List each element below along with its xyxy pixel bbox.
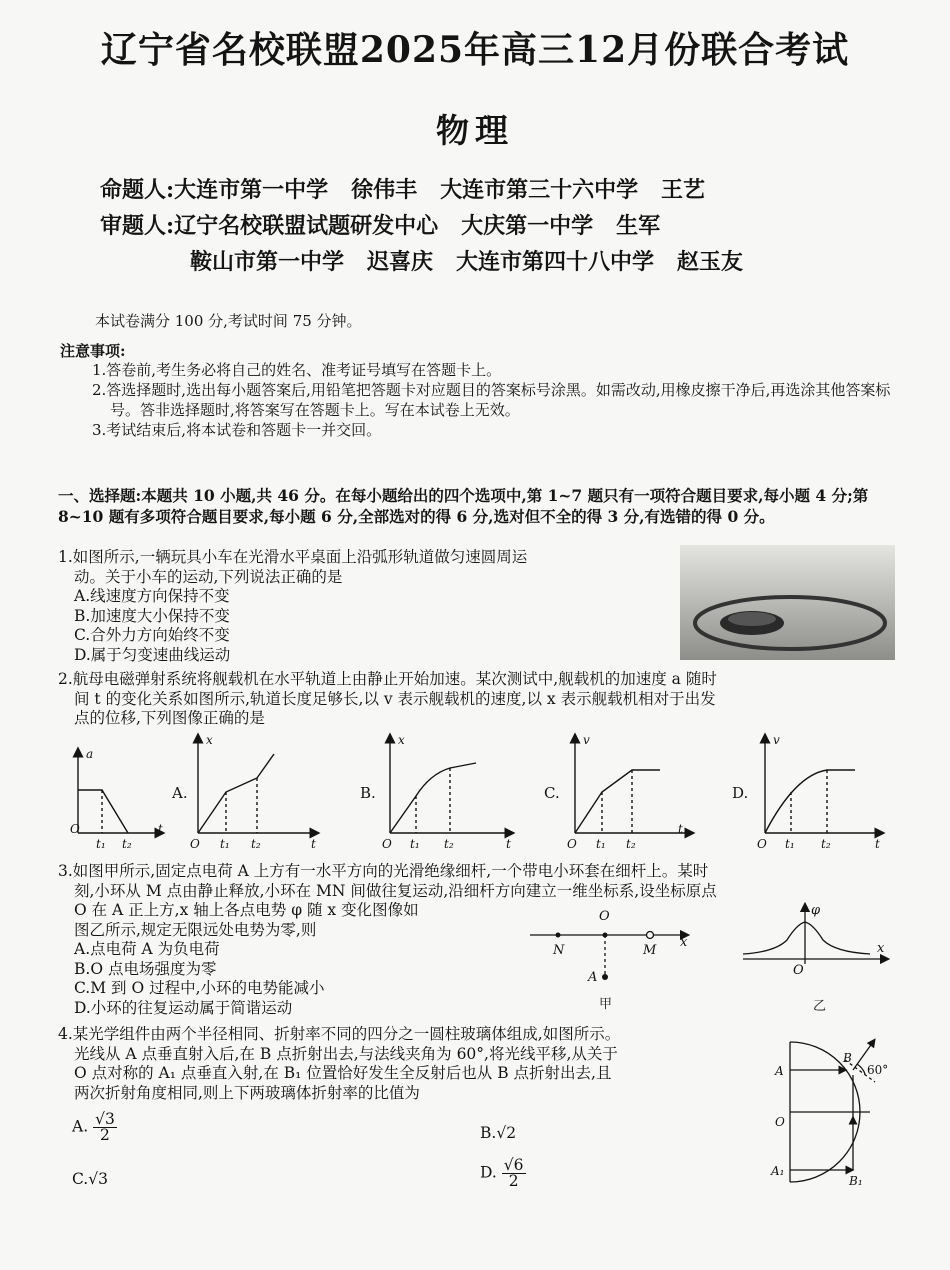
frac-denominator: 2 xyxy=(100,1126,110,1144)
axis-label: O xyxy=(70,822,80,836)
notice-item: 2.答选择题时,选出每小题答案后,用铅笔把答题卡对应题目的答案标号涂黑。如需改动,用橡皮擦干净后,再选涂其他答案标号。答非选择题时,将答案写在答题卡上。写在本试卷上无效。 xyxy=(92,381,891,419)
q4-option-a-fraction xyxy=(93,1112,117,1143)
fig-label: x xyxy=(877,941,885,956)
axis-label: t₂ xyxy=(821,837,831,851)
q2-stem-line: 2.航母电磁弹射系统将舰载机在水平轨道上由静止开始加速。某次测试中,舰载机的加速度 a 随时 xyxy=(58,670,717,688)
axis-label: t₂ xyxy=(122,837,132,851)
axis-label: v xyxy=(773,733,780,747)
option-label: C. xyxy=(544,784,560,802)
q3-figures xyxy=(525,902,895,1017)
option-label: A. xyxy=(172,784,188,802)
axis-label: t xyxy=(311,837,316,851)
notice-item: 1.答卷前,考生务必将自己的姓名、准考证号填写在答题卡上。 xyxy=(92,361,502,379)
axis-label: O xyxy=(567,837,577,851)
fig-label: O xyxy=(599,909,610,924)
q4-stem-line: O 点对称的 A₁ 点垂直入射,在 B₁ 位置恰好发生全反射后也从 B 点折射出去,且 xyxy=(74,1064,612,1082)
q4-option-b: B.√2 xyxy=(480,1124,517,1142)
q3-option-d: D.小环的往复运动属于简谐运动 xyxy=(74,998,293,1017)
q2-stem-line: 间 t 的变化关系如图所示,轨道长度足够长,以 v 表示舰载机的速度,以 x 表示舰载机相对于出发 xyxy=(74,689,716,708)
question-4 xyxy=(58,1025,778,1103)
q1-option-d: D.属于匀变速曲线运动 xyxy=(74,645,231,664)
author-line-1: 命题人:大连市第一中学 徐伟丰 大连市第三十六中学 王艺 xyxy=(100,177,706,203)
frac-denominator: 2 xyxy=(508,1172,519,1190)
axis-label: O xyxy=(757,837,767,851)
notice-item: 3.考试结束后,将本试卷和答题卡一并交回。 xyxy=(92,421,382,439)
q4-option-c: C.√3 xyxy=(72,1170,108,1188)
axis-label: t xyxy=(158,822,163,836)
axis-label: t₁ xyxy=(596,837,606,851)
axis-label: t₂ xyxy=(626,837,636,851)
q3-stem-line: 刻,小环从 M 点由静止释放,小环在 MN 间做往复运动,沿细杆方向建立一维坐标系,设坐标原点 xyxy=(74,881,717,900)
q1-stem-line: 动。关于小车的运动,下列说法正确的是 xyxy=(74,567,343,586)
fig-label: A xyxy=(775,1064,784,1078)
fig-label: A₁ xyxy=(771,1164,785,1178)
exam-intro: 本试卷满分 100 分,考试时间 75 分钟。 xyxy=(95,312,362,330)
axis-label: t xyxy=(678,822,683,836)
toy-car-photo xyxy=(680,545,895,660)
q4-option-a xyxy=(72,1112,117,1143)
author-line-2: 审题人:辽宁名校联盟试题研发中心 大庆第一中学 生军 xyxy=(100,213,661,239)
axis-label: t xyxy=(875,837,880,851)
fig-caption: 甲 xyxy=(599,997,613,1012)
q1-option-c: C.合外力方向始终不变 xyxy=(74,626,230,644)
fig-caption: 乙 xyxy=(813,999,827,1014)
q3-stem-line: 3.如图甲所示,固定点电荷 A 上方有一水平方向的光滑绝缘细杆,一个带电小环套在细杆上。某时 xyxy=(58,862,709,880)
q4-stem-line: 两次折射角度相同,则上下两玻璃体折射率的比值为 xyxy=(74,1083,420,1102)
axis-label: t₁ xyxy=(785,837,795,851)
q2-stem-line: 点的位移,下列图像正确的是 xyxy=(74,709,265,727)
q2-figures xyxy=(60,730,900,860)
subject-title: 物理 xyxy=(436,111,514,150)
q3-stem-line: 图乙所示,规定无限远处电势为零,则 xyxy=(74,920,317,939)
q1-option-a: A.线速度方向保持不变 xyxy=(74,587,230,605)
axis-label: t₂ xyxy=(251,837,261,851)
section-heading: 一、选择题:本题共 10 小题,共 46 分。在每小题给出的四个选项中,第 1~7 题只有一项符合题目要求,每小题 4 分;第 8~10 题有多项符合题目要求,每小题 6 分,全部选对的得 6 分,选对但不全的得 3 分,有选错的得 0 分。 xyxy=(58,486,869,526)
frac-numerator: √6 xyxy=(503,1156,524,1174)
fig-label: O xyxy=(793,963,804,978)
fig-label: B₁ xyxy=(849,1174,863,1188)
q3-option-b: B.O 点电场强度为零 xyxy=(74,959,217,978)
axis-label: t₂ xyxy=(444,837,454,851)
notice-list xyxy=(92,360,892,440)
fig-label: x xyxy=(680,935,688,950)
frac-numerator: √3 xyxy=(95,1110,115,1128)
q4-stem-line: 光线从 A 点垂直射入后,在 B 点折射出去,与法线夹角为 60°,将光线平移,从关于 xyxy=(74,1044,618,1063)
q4-option-a-label: A. xyxy=(72,1117,89,1136)
axis-label: t xyxy=(506,837,511,851)
q3-option-a: A.点电荷 A 为负电荷 xyxy=(74,940,220,958)
exam-title: 辽宁省名校联盟2025年高三12月份联合考试 xyxy=(100,29,850,71)
question-2 xyxy=(58,670,898,729)
option-label: B. xyxy=(360,784,376,802)
q1-stem-line: 1.如图所示,一辆玩具小车在光滑水平桌面上沿弧形轨道做匀速圆周运 xyxy=(58,548,528,566)
author-line-3: 鞍山市第一中学 迟喜庆 大连市第四十八中学 赵玉友 xyxy=(190,249,743,275)
axis-label: t₁ xyxy=(220,837,230,851)
q4-option-d xyxy=(480,1158,526,1189)
q4-option-d-fraction xyxy=(502,1158,526,1189)
fig-label: φ xyxy=(811,903,821,918)
notice-heading: 注意事项: xyxy=(60,342,126,360)
authors-block xyxy=(100,172,743,280)
q3-stem-line: O 在 A 正上方,x 轴上各点电势 φ 随 x 变化图像如 xyxy=(74,901,419,919)
question-1 xyxy=(58,548,678,665)
axis-label: O xyxy=(382,837,392,851)
axis-label: x xyxy=(206,733,213,747)
fig-label: 60° xyxy=(867,1063,889,1077)
axis-label: t₁ xyxy=(96,837,106,851)
q1-option-b: B.加速度大小保持不变 xyxy=(74,606,230,625)
fig-label: O xyxy=(775,1115,785,1129)
q4-figure xyxy=(765,1030,905,1190)
fig-label: N xyxy=(553,943,565,958)
q3-option-c: C.M 到 O 过程中,小环的电势能减小 xyxy=(74,979,325,997)
option-label: D. xyxy=(732,784,749,802)
axis-label: x xyxy=(398,733,405,747)
fig-label: B xyxy=(843,1051,852,1065)
fig-label: M xyxy=(643,943,657,958)
q4-option-d-label: D. xyxy=(480,1163,497,1182)
axis-label: t₁ xyxy=(410,837,420,851)
fig-label: A xyxy=(588,970,598,985)
axis-label: O xyxy=(190,837,200,851)
q4-stem-line: 4.某光学组件由两个半径相同、折射率不同的四分之一圆柱玻璃体组成,如图所示。 xyxy=(58,1025,621,1043)
axis-label: v xyxy=(583,733,590,747)
axis-label: a xyxy=(86,747,94,761)
